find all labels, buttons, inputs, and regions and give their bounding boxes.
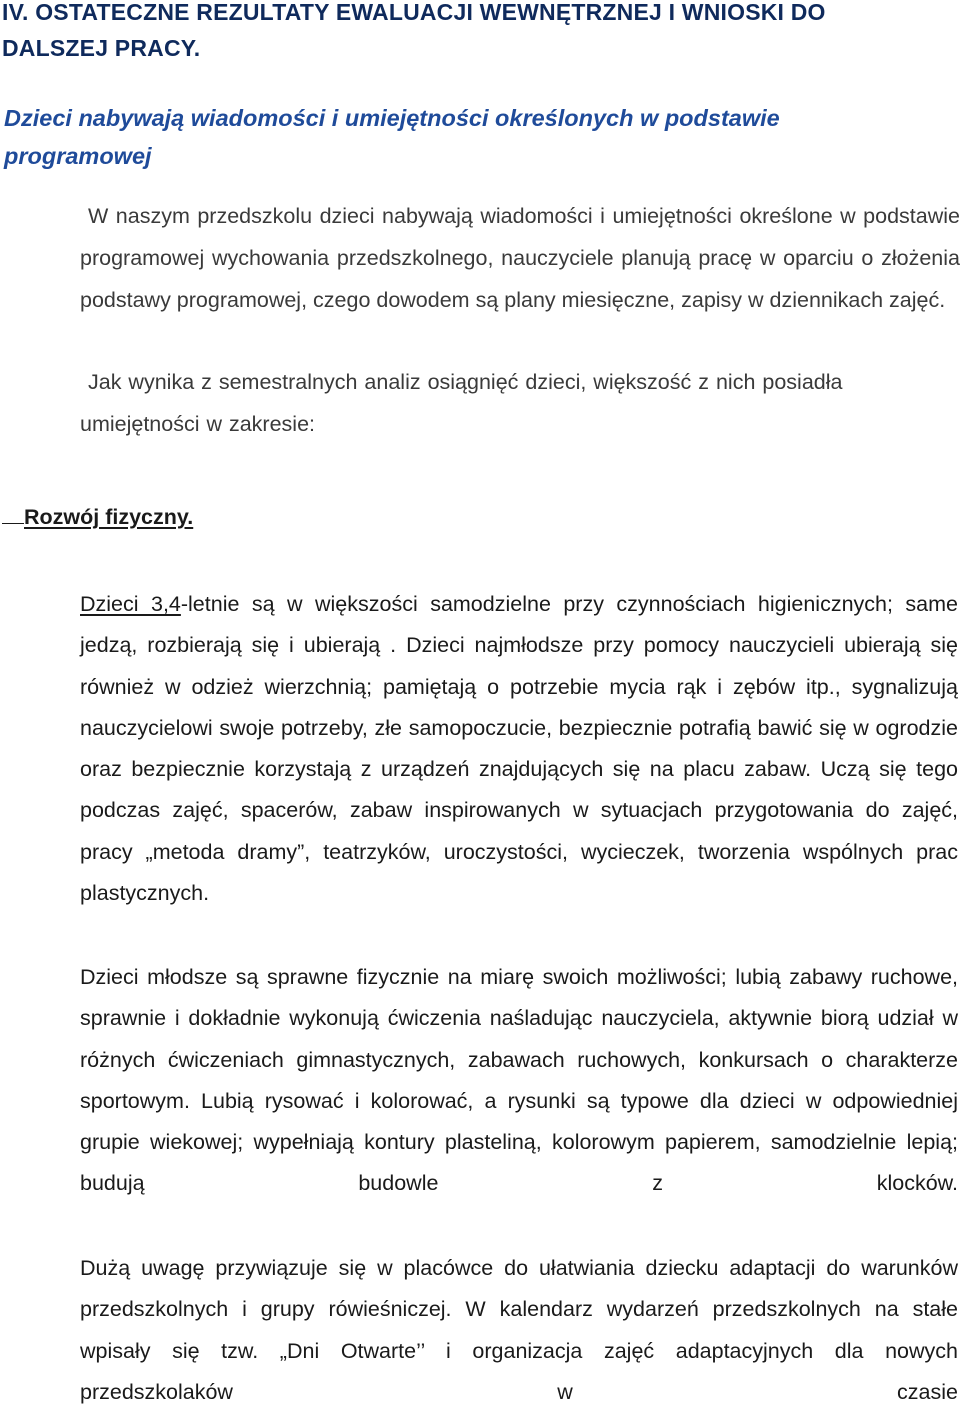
section-subheading-line-2: programowej [4,143,152,169]
underline-indent [2,503,24,524]
age-group-underlined: Dzieci 3,4 [80,592,181,616]
body-paragraph-3: Dużą uwagę przywiązuje się w placówce do ułatwiania dziecku adaptacji do warunków przedszkolnych i grupy rówieśniczej. W kalendarz wydarzeń przedszkolnych na stałe wpisały się tzw. „Dni Otwarte’’ i organizacja zajęć adaptacyjnych dla nowych przedszkolaków w czasie [80,1256,958,1404]
body-paragraph-1 [80,584,958,914]
physical-development-title [2,497,193,537]
body-paragraph-2: Dzieci młodsze są sprawne fizycznie na miarę swoich możliwości; lubią zabawy ruchowe, sprawnie i dokładnie wykonują ćwiczenia naśladując nauczyciela, aktywnie biorą udział w różnych ćwiczeniach gimnastycznych, zabawach ruchowych, konkursach o charakterze sportowym. Lubią rysować i kolorować, a rysunki są typowe dla dzieci w odpowiedniej grupie wiekowej; wypełniają kontury plasteliną, kolorowym papierem, samodzielnie lepią; budują budowle z klocków. [80,965,958,1196]
intro-paragraph-1: W naszym przedszkolu dzieci nabywają wiadomości i umiejętności określone w podstawie programowej wychowania przedszkolnego, nauczyciele planują pracę w oparciu o złożenia podstawy programowej, czego dowodem są plany miesięczne, zapisy w dziennikach zajęć. [80,204,960,312]
section-subheading [4,99,944,175]
chapter-heading-line-1: IV. OSTATECZNE REZULTATY EWALUACJI WEWNĘTRZNEJ I WNIOSKI DO [2,0,826,25]
body-paragraph-1-text: -letnie są w większości samodzielne przy czynnościach higienicznych; same jedzą, rozbierają się i ubierają . Dzieci najmłodsze przy pomocy nauczycieli ubierają się również w odzież wierzchnią; pamiętają o potrzebie mycia rąk i zębów itp., sygnalizują nauczycielowi swoje potrzeby, złe samopoczucie, bezpiecznie potrafią bawić się w ogrodzie oraz bezpiecznie korzystają z urządzeń znajdujących się na placu zabaw. Uczą się tego podczas zajęć, spacerów, zabaw inspirowanych w sytuacjach przygotowania do zajęć, pracy „metoda dramy”, teatrzyków, uroczystości, wycieczek, tworzenia wspólnych prac plastycznych. [80,592,958,906]
chapter-heading [2,0,952,66]
physical-development-title-text: Rozwój fizyczny. [24,505,194,529]
chapter-heading-line-2: DALSZEJ PRACY. [2,35,201,61]
section-subheading-line-1: Dzieci nabywają wiadomości i umiejętności określonych w podstawie [4,105,780,131]
intro-paragraph-2: Jak wynika z semestralnych analiz osiągnięć dzieci, większość z nich posiadła umiejętności w zakresie: [80,370,843,436]
